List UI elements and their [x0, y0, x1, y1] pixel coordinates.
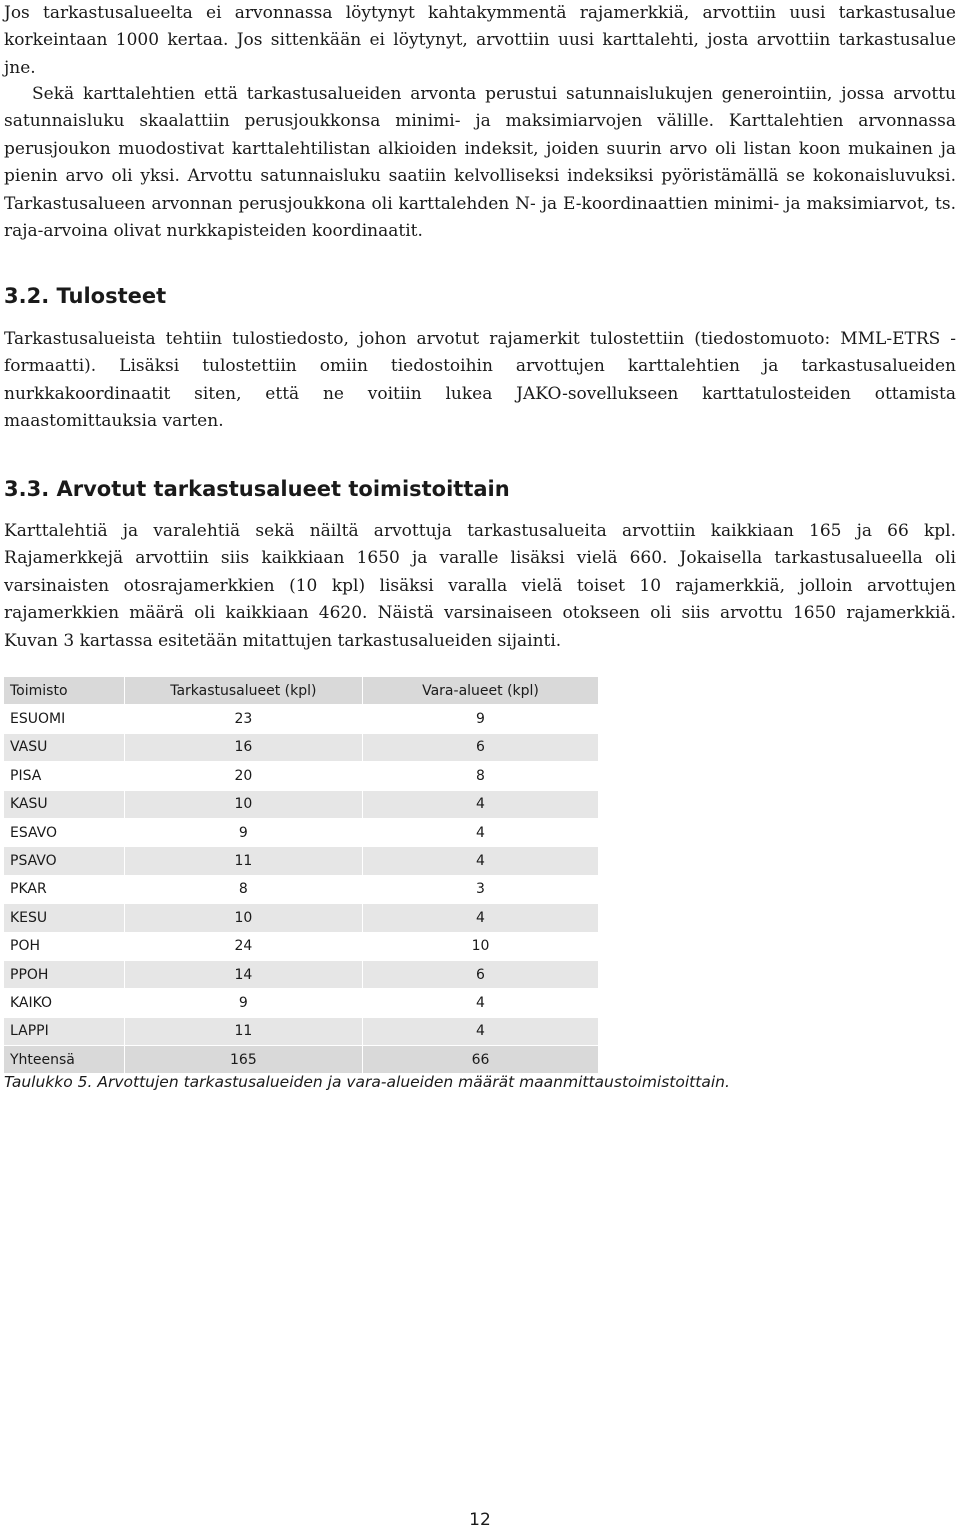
cell-areas: 20 [124, 762, 362, 790]
cell-areas: 10 [124, 904, 362, 932]
cell-office: POH [4, 932, 124, 960]
cell-reserve: 4 [363, 989, 598, 1017]
section-heading-offices: 3.3. Arvotut tarkastusalueet toimistoittain [4, 477, 510, 501]
cell-areas: 8 [124, 875, 362, 903]
table-row [4, 818, 598, 846]
table-row [4, 875, 598, 903]
cell-office: PISA [4, 762, 124, 790]
cell-areas: 14 [124, 960, 362, 988]
table-row [4, 705, 598, 733]
cell-areas: 11 [124, 1017, 362, 1045]
cell-areas: 16 [124, 733, 362, 761]
table-row [4, 960, 598, 988]
cell-reserve: 10 [363, 932, 598, 960]
column-header-areas: Tarkastusalueet (kpl) [124, 677, 362, 705]
table-row [4, 932, 598, 960]
cell-reserve: 9 [363, 705, 598, 733]
cell-reserve: 3 [363, 875, 598, 903]
column-header-office: Toimisto [4, 677, 124, 705]
cell-office: KASU [4, 790, 124, 818]
cell-office: PPOH [4, 960, 124, 988]
table-header-row [4, 677, 598, 705]
paragraph-office-summary: Karttalehtiä ja varalehtiä sekä näiltä arvottuja tarkastusalueita arvottiin kaikkiaan 165 ja 66 kpl. Rajamerkkejä arvottiin siis kaikkiaan 1650 ja varalle lisäksi vielä 660. Jokaisella tarkastusalueella oli varsinaisten otosrajamerkkien (10 kpl) lisäksi varalla vielä toiset 10 rajamerkkiä, jolloin arvottujen rajamerkkien määrä oli kaikkiaan 4620. Näistä varsinaiseen otokseen oli siis arvottu 1650 rajamerkkiä. Kuvan 3 kartassa esitetään mitattujen tarkastusalueiden sijainti. [4, 521, 956, 651]
section-heading-tulosteet: 3.2. Tulosteet [4, 284, 167, 308]
cell-office: ESUOMI [4, 705, 124, 733]
table-row [4, 1017, 598, 1045]
table-row [4, 733, 598, 761]
cell-reserve: 4 [363, 790, 598, 818]
cell-areas: 9 [124, 818, 362, 846]
table-caption: Taulukko 5. Arvottujen tarkastusalueiden ja vara-alueiden määrät maanmittaustoimistoittain. [4, 1073, 730, 1091]
table-total-row [4, 1046, 598, 1074]
table-body [4, 705, 598, 1074]
cell-areas: 11 [124, 847, 362, 875]
cell-office: Yhteensä [4, 1046, 124, 1074]
table-row [4, 847, 598, 875]
cell-office: PKAR [4, 875, 124, 903]
table-row [4, 790, 598, 818]
paragraph-intro: Jos tarkastusalueelta ei arvonnassa löytynyt kahtakymmentä rajamerkkiä, arvottiin uusi tarkastusalue korkeintaan 1000 kertaa. Jos sittenkään ei löytynyt, arvottiin uusi karttalehti, josta arvottiin tarkastusalue jne. [4, 3, 956, 78]
cell-reserve: 4 [363, 818, 598, 846]
paragraph-outputs: Tarkastusalueista tehtiin tulostiedosto, johon arvotut rajamerkit tulostettiin (tiedostomuoto: MML-ETRS -formaatti). Lisäksi tulostettiin omiin tiedostoihin arvottujen karttalehtien ja tarkastusalueiden nurkkakoordinaatit siten, että ne voitiin lukea JAKO-sovellukseen karttatulosteiden ottamista maastomittauksia varten. [4, 329, 956, 432]
cell-reserve: 66 [363, 1046, 598, 1074]
cell-reserve: 4 [363, 847, 598, 875]
office-area-table [4, 677, 598, 1074]
cell-reserve: 4 [363, 1017, 598, 1045]
cell-office: ESAVO [4, 818, 124, 846]
cell-areas: 23 [124, 705, 362, 733]
column-header-reserve: Vara-alueet (kpl) [363, 677, 598, 705]
cell-reserve: 6 [363, 960, 598, 988]
cell-office: PSAVO [4, 847, 124, 875]
table-row [4, 762, 598, 790]
cell-reserve: 8 [363, 762, 598, 790]
cell-office: KESU [4, 904, 124, 932]
cell-office: LAPPI [4, 1017, 124, 1045]
table-row [4, 989, 598, 1017]
page-number: 12 [469, 1510, 491, 1530]
cell-reserve: 6 [363, 733, 598, 761]
cell-office: VASU [4, 733, 124, 761]
table-row [4, 904, 598, 932]
cell-areas: 24 [124, 932, 362, 960]
cell-reserve: 4 [363, 904, 598, 932]
cell-areas: 165 [124, 1046, 362, 1074]
cell-office: KAIKO [4, 989, 124, 1017]
paragraph-random-generation: Sekä karttalehtien että tarkastusalueiden arvonta perustui satunnaislukujen generointiin, jossa arvottu satunnaisluku skaalattiin perusjoukkonsa minimi- ja maksimiarvojen välille. Karttalehtien arvonnassa perusjoukon muodostivat karttalehtilistan alkioiden indeksit, joiden suurin arvo oli listan koon mukainen ja pienin arvo oli yksi. Arvottu satunnaisluku saatiin kelvolliseksi indeksiksi pyöristämällä se kokonaisluvuksi. Tarkastusalueen arvonnan perusjoukkona oli karttalehden N- ja E-koordinaattien minimi- ja maksimiarvot, ts. raja-arvoina olivat nurkkapisteiden koordinaatit. [4, 84, 956, 242]
cell-areas: 9 [124, 989, 362, 1017]
cell-areas: 10 [124, 790, 362, 818]
